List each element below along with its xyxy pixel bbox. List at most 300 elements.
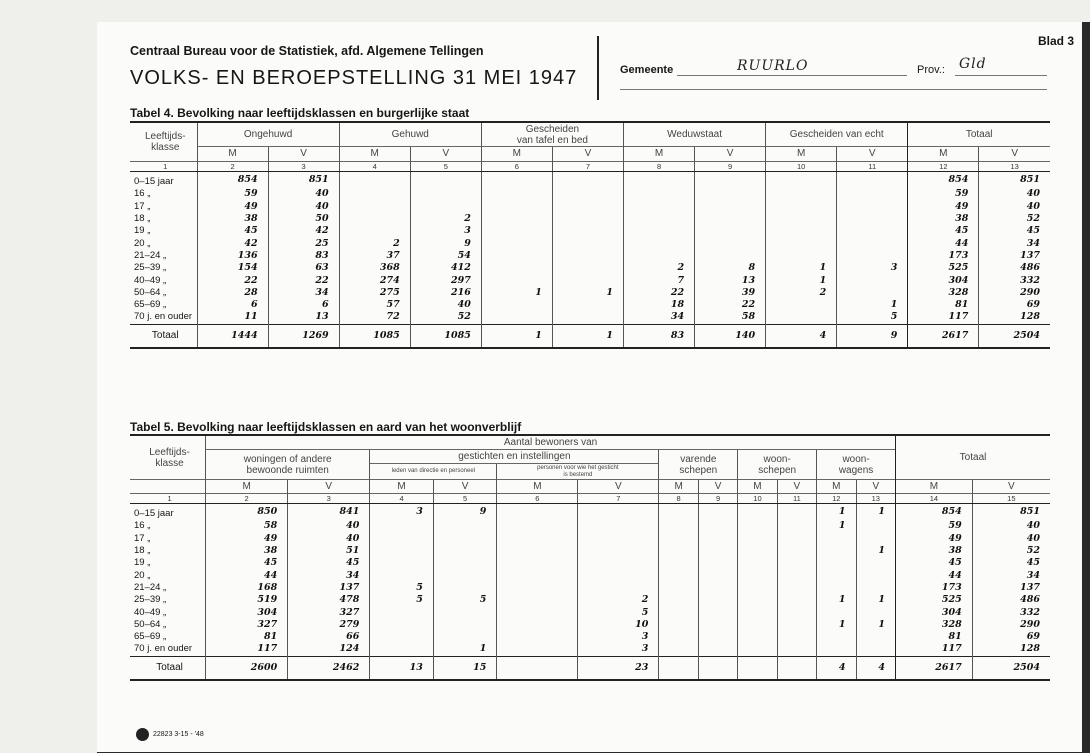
table-cell — [837, 250, 908, 262]
table-cell: 5 — [370, 582, 434, 594]
table-cell — [777, 582, 816, 594]
table5-sex-header: V — [777, 480, 816, 494]
table-cell — [370, 606, 434, 618]
table-cell — [552, 188, 623, 200]
table-row — [130, 250, 1050, 262]
table5-col-number: 6 — [497, 494, 578, 504]
gemeente-value: RUURLO — [737, 58, 809, 74]
table-cell: 81 — [896, 631, 973, 643]
table-cell — [738, 631, 777, 643]
table-cell — [698, 643, 737, 656]
table-cell: 1 — [552, 287, 623, 299]
table-cell: 51 — [288, 545, 370, 557]
table-cell: 39 — [695, 287, 766, 299]
table-cell — [578, 545, 659, 557]
table4-col-number: 8 — [623, 162, 694, 172]
table-cell — [339, 172, 410, 189]
table-cell — [552, 274, 623, 286]
table-row — [130, 594, 1050, 606]
table-cell — [738, 594, 777, 606]
table-cell — [552, 299, 623, 311]
table-cell — [698, 557, 737, 569]
table-cell — [552, 213, 623, 225]
table5-group-header: varende schepen — [659, 450, 738, 480]
table-cell — [497, 545, 578, 557]
table-row — [130, 299, 1050, 311]
table-cell: 117 — [206, 643, 288, 656]
table5-total-header: Totaal — [896, 436, 1050, 480]
table-cell — [856, 557, 896, 569]
total-cell: 2504 — [972, 656, 1050, 680]
table-cell: 58 — [206, 520, 288, 532]
table-cell: 274 — [339, 274, 410, 286]
table4-total-row — [130, 324, 1050, 348]
age-class: 70 j. en ouder — [134, 643, 193, 655]
table-cell — [497, 504, 578, 521]
table-cell — [578, 504, 659, 521]
table-cell — [817, 606, 856, 618]
table-cell — [777, 606, 816, 618]
table5-sex-header: M — [896, 480, 973, 494]
table-cell — [481, 311, 552, 324]
table5-age-spacer — [130, 480, 206, 494]
table-cell — [481, 201, 552, 213]
table-cell — [837, 188, 908, 200]
table-cell — [777, 569, 816, 581]
table-cell: 332 — [972, 606, 1050, 618]
table-cell: 327 — [288, 606, 370, 618]
table-cell — [410, 172, 481, 189]
table-cell — [856, 520, 896, 532]
table-cell: 3 — [410, 225, 481, 237]
background-edge — [0, 0, 97, 753]
table4-group-header: Totaal — [908, 123, 1050, 147]
age-class: 25–39 „ — [134, 262, 167, 274]
table4-sex-header: M — [908, 147, 979, 162]
table-row — [130, 213, 1050, 225]
census-form — [97, 22, 1082, 752]
table-cell: 57 — [339, 299, 410, 311]
total-cell: 2504 — [979, 324, 1050, 348]
table-cell — [659, 631, 698, 643]
table-cell: 40 — [410, 299, 481, 311]
table-cell: 28 — [197, 287, 268, 299]
table-cell: 42 — [268, 225, 339, 237]
table4-col-number: 7 — [552, 162, 623, 172]
table-cell: 154 — [197, 262, 268, 274]
table-cell — [777, 545, 816, 557]
table-cell: 1 — [856, 594, 896, 606]
table-cell — [856, 643, 896, 656]
table-cell — [659, 643, 698, 656]
table-cell — [339, 201, 410, 213]
table4-sex-header: V — [552, 147, 623, 162]
age-class: 0–15 jaar — [134, 176, 174, 188]
table-cell: 128 — [979, 311, 1050, 324]
table-cell: 137 — [979, 250, 1050, 262]
table-cell: 59 — [197, 188, 268, 200]
table-cell: 52 — [972, 545, 1050, 557]
table5-col-number: 9 — [698, 494, 737, 504]
table4 — [130, 123, 1050, 349]
table-cell: 59 — [896, 520, 973, 532]
table-cell: 412 — [410, 262, 481, 274]
table4-sex-header: M — [766, 147, 837, 162]
table-cell: 40 — [979, 201, 1050, 213]
table-cell: 49 — [197, 201, 268, 213]
table4-sex-header: V — [268, 147, 339, 162]
table-cell: 1 — [837, 299, 908, 311]
table-cell: 525 — [896, 594, 973, 606]
table-cell: 2 — [410, 213, 481, 225]
table-cell — [552, 311, 623, 324]
table-cell: 841 — [288, 504, 370, 521]
table5-age-header: Leeftijds- klasse — [149, 446, 190, 469]
table-cell — [339, 188, 410, 200]
table4-colnum-row — [130, 162, 1050, 172]
table5-sex-header: V — [578, 480, 659, 494]
table-cell: 18 — [623, 299, 694, 311]
table-cell — [410, 188, 481, 200]
table-cell: 13 — [268, 311, 339, 324]
table5-total-row — [130, 656, 1050, 680]
table-cell: 854 — [896, 504, 973, 521]
table-cell — [578, 520, 659, 532]
table5-col-number: 1 — [130, 494, 206, 504]
table-cell — [659, 504, 698, 521]
table-cell: 137 — [288, 582, 370, 594]
table-cell: 40 — [268, 201, 339, 213]
table-cell: 40 — [979, 188, 1050, 200]
table-cell — [578, 533, 659, 545]
table-cell: 38 — [908, 213, 979, 225]
table5-sex-header: M — [817, 480, 856, 494]
table-cell: 168 — [206, 582, 288, 594]
table5-col-number: 12 — [817, 494, 856, 504]
table-cell: 5 — [837, 311, 908, 324]
table-row — [130, 172, 1050, 189]
table4-sex-header: V — [979, 147, 1050, 162]
table-cell — [623, 172, 694, 189]
table5-col-number: 14 — [896, 494, 973, 504]
table-cell: 34 — [972, 569, 1050, 581]
table4-col-number: 5 — [410, 162, 481, 172]
table-cell: 279 — [288, 619, 370, 631]
table-cell — [659, 569, 698, 581]
table4-mv-row — [130, 147, 1050, 162]
table-cell — [481, 225, 552, 237]
table-cell — [698, 569, 737, 581]
table-cell — [552, 172, 623, 189]
age-class: 19 „ — [134, 225, 151, 237]
table-cell: 3 — [578, 643, 659, 656]
table-cell — [777, 557, 816, 569]
age-class: 0–15 jaar — [134, 508, 174, 520]
total-cell: 2600 — [206, 656, 288, 680]
table-cell — [738, 569, 777, 581]
table-cell — [370, 643, 434, 656]
table-cell: 34 — [623, 311, 694, 324]
total-cell — [777, 656, 816, 680]
table-cell — [481, 274, 552, 286]
prov-value: Gld — [959, 56, 987, 72]
total-cell: 23 — [578, 656, 659, 680]
table-cell: 63 — [268, 262, 339, 274]
age-class: 21–24 „ — [134, 581, 167, 593]
table-cell: 44 — [908, 237, 979, 249]
table-cell: 1 — [817, 520, 856, 532]
table-cell — [695, 225, 766, 237]
table-cell — [837, 213, 908, 225]
table-cell: 38 — [197, 213, 268, 225]
table5-title: Tabel 5. Bevolking naar leeftijdsklassen en aard van het woonverblijf — [130, 420, 522, 434]
table-cell — [497, 594, 578, 606]
table-cell — [837, 287, 908, 299]
table-row — [130, 188, 1050, 200]
table-cell: 1 — [817, 504, 856, 521]
table-row — [130, 533, 1050, 545]
total-cell: 2617 — [908, 324, 979, 348]
table-cell: 22 — [197, 274, 268, 286]
table4-sex-header: V — [837, 147, 908, 162]
table-cell — [578, 582, 659, 594]
table-cell: 1 — [856, 545, 896, 557]
table-cell — [698, 545, 737, 557]
table4-group-header: Ongehuwd — [197, 123, 339, 147]
total-cell: 4 — [766, 324, 837, 348]
table-cell — [738, 643, 777, 656]
total-cell: 4 — [817, 656, 856, 680]
table-cell — [817, 631, 856, 643]
table-cell — [370, 557, 434, 569]
total-cell: 2617 — [896, 656, 973, 680]
table-cell — [659, 594, 698, 606]
table-row — [130, 287, 1050, 299]
table5-sex-header: V — [288, 480, 370, 494]
table4-header-row — [130, 123, 1050, 147]
table-cell — [481, 262, 552, 274]
table-cell: 117 — [908, 311, 979, 324]
table5-col-number: 7 — [578, 494, 659, 504]
table-cell: 6 — [268, 299, 339, 311]
age-class: 16 „ — [134, 188, 151, 200]
table-cell: 2 — [339, 237, 410, 249]
table5-sex-header: V — [698, 480, 737, 494]
table-cell — [766, 225, 837, 237]
prov-line — [955, 75, 1047, 76]
table-cell — [766, 201, 837, 213]
table-row — [130, 274, 1050, 286]
header-rule — [620, 89, 1047, 90]
table-cell: 854 — [197, 172, 268, 189]
table-cell — [695, 213, 766, 225]
table4-group-header: Gescheiden van tafel en bed — [481, 123, 623, 147]
table-cell — [552, 262, 623, 274]
table5-sex-header: M — [370, 480, 434, 494]
table-cell: 137 — [972, 582, 1050, 594]
table-cell — [659, 557, 698, 569]
table-cell — [659, 606, 698, 618]
table-cell — [497, 569, 578, 581]
table-cell: 851 — [972, 504, 1050, 521]
gemeente-label: Gemeente — [620, 64, 674, 76]
table5-sex-header: M — [659, 480, 698, 494]
table-cell — [856, 582, 896, 594]
table5-colnum-row — [130, 494, 1050, 504]
table-cell — [578, 569, 659, 581]
table4-sex-header: M — [623, 147, 694, 162]
table-cell: 22 — [268, 274, 339, 286]
table-cell: 854 — [908, 172, 979, 189]
table-cell: 3 — [837, 262, 908, 274]
table-cell — [481, 299, 552, 311]
table-cell — [623, 213, 694, 225]
cbs-logo — [136, 728, 149, 741]
table4-col-number: 9 — [695, 162, 766, 172]
table5-inst-header: leden van directie en personeel — [370, 464, 497, 480]
table-cell — [698, 504, 737, 521]
table-cell: 1 — [766, 262, 837, 274]
table-cell: 49 — [908, 201, 979, 213]
table5-group-header: woningen of andere bewoonde ruimten — [206, 450, 370, 480]
table-cell — [766, 311, 837, 324]
table-cell: 45 — [979, 225, 1050, 237]
table-cell: 851 — [979, 172, 1050, 189]
table-cell — [837, 225, 908, 237]
table-cell — [578, 557, 659, 569]
table-cell: 2 — [578, 594, 659, 606]
table5-sex-header: V — [433, 480, 497, 494]
form-title: VOLKS- EN BEROEPSTELLING 31 MEI 1947 — [130, 67, 578, 89]
table-cell: 42 — [197, 237, 268, 249]
table-cell: 328 — [908, 287, 979, 299]
table-cell — [698, 582, 737, 594]
table-cell: 1 — [856, 504, 896, 521]
table-cell — [497, 643, 578, 656]
table-cell: 49 — [206, 533, 288, 545]
table-cell: 83 — [268, 250, 339, 262]
table-cell: 124 — [288, 643, 370, 656]
table-cell — [339, 213, 410, 225]
table-cell: 850 — [206, 504, 288, 521]
table-cell — [698, 606, 737, 618]
table-cell — [659, 533, 698, 545]
age-class: 65–69 „ — [134, 299, 167, 311]
age-class: 19 „ — [134, 557, 151, 569]
total-cell: 13 — [370, 656, 434, 680]
table-cell — [777, 533, 816, 545]
table-cell: 136 — [197, 250, 268, 262]
table-cell — [856, 569, 896, 581]
table-cell — [481, 237, 552, 249]
table-cell: 525 — [908, 262, 979, 274]
table-cell — [433, 533, 497, 545]
prov-label: Prov.: — [917, 64, 945, 76]
table-cell: 9 — [433, 504, 497, 521]
table-cell: 52 — [979, 213, 1050, 225]
total-cell: 4 — [856, 656, 896, 680]
table-cell: 13 — [695, 274, 766, 286]
table-cell — [623, 250, 694, 262]
age-class: 65–69 „ — [134, 631, 167, 643]
age-class: 17 „ — [134, 200, 151, 212]
total-cell: 1444 — [197, 324, 268, 348]
table-cell: 290 — [972, 619, 1050, 631]
total-cell — [738, 656, 777, 680]
table-cell: 45 — [206, 557, 288, 569]
table-cell — [433, 606, 497, 618]
table-cell — [777, 594, 816, 606]
table5-col-number: 13 — [856, 494, 896, 504]
table4-sex-header: M — [197, 147, 268, 162]
table-cell: 34 — [288, 569, 370, 581]
table5-super-header: Aantal bewoners van — [206, 436, 896, 450]
table4-title: Tabel 4. Bevolking naar leeftijdsklassen en burgerlijke staat — [130, 106, 470, 120]
table-row — [130, 582, 1050, 594]
table-cell — [766, 299, 837, 311]
table-cell — [623, 225, 694, 237]
table-cell — [623, 201, 694, 213]
table-cell: 216 — [410, 287, 481, 299]
table-cell — [552, 201, 623, 213]
table-cell — [695, 237, 766, 249]
table5-group-header: woon- schepen — [738, 450, 817, 480]
table-row — [130, 569, 1050, 581]
table4-col-number: 12 — [908, 162, 979, 172]
table-cell: 290 — [979, 287, 1050, 299]
total-label: Totaal — [130, 324, 197, 348]
table-cell: 45 — [908, 225, 979, 237]
table-cell — [410, 201, 481, 213]
table-cell: 59 — [908, 188, 979, 200]
table-cell: 173 — [896, 582, 973, 594]
table-cell — [738, 606, 777, 618]
table-cell — [497, 631, 578, 643]
table-cell: 2 — [766, 287, 837, 299]
table-cell: 37 — [339, 250, 410, 262]
table4-sex-header: V — [410, 147, 481, 162]
table-cell — [623, 188, 694, 200]
table-cell: 1 — [817, 619, 856, 631]
table-cell: 3 — [578, 631, 659, 643]
table-cell — [766, 213, 837, 225]
organization: Centraal Bureau voor de Statistiek, afd. Algemene Tellingen — [130, 44, 484, 58]
total-cell: 140 — [695, 324, 766, 348]
table-cell: 327 — [206, 619, 288, 631]
table4-group-header: Weduwstaat — [623, 123, 765, 147]
age-class: 25–39 „ — [134, 594, 167, 606]
table-cell: 34 — [979, 237, 1050, 249]
table-cell — [433, 520, 497, 532]
table-cell: 58 — [695, 311, 766, 324]
total-cell: 2462 — [288, 656, 370, 680]
table-cell — [777, 631, 816, 643]
age-class: 18 „ — [134, 213, 151, 225]
table-cell: 486 — [979, 262, 1050, 274]
table-cell — [777, 619, 816, 631]
table-cell — [339, 225, 410, 237]
table-row — [130, 619, 1050, 631]
total-cell: 15 — [433, 656, 497, 680]
table-cell: 40 — [288, 533, 370, 545]
table-cell: 34 — [268, 287, 339, 299]
table-cell — [738, 619, 777, 631]
table4-sex-header: M — [339, 147, 410, 162]
table-cell — [433, 631, 497, 643]
table-cell: 173 — [908, 250, 979, 262]
table4-sex-header: V — [695, 147, 766, 162]
total-cell: 1 — [481, 324, 552, 348]
